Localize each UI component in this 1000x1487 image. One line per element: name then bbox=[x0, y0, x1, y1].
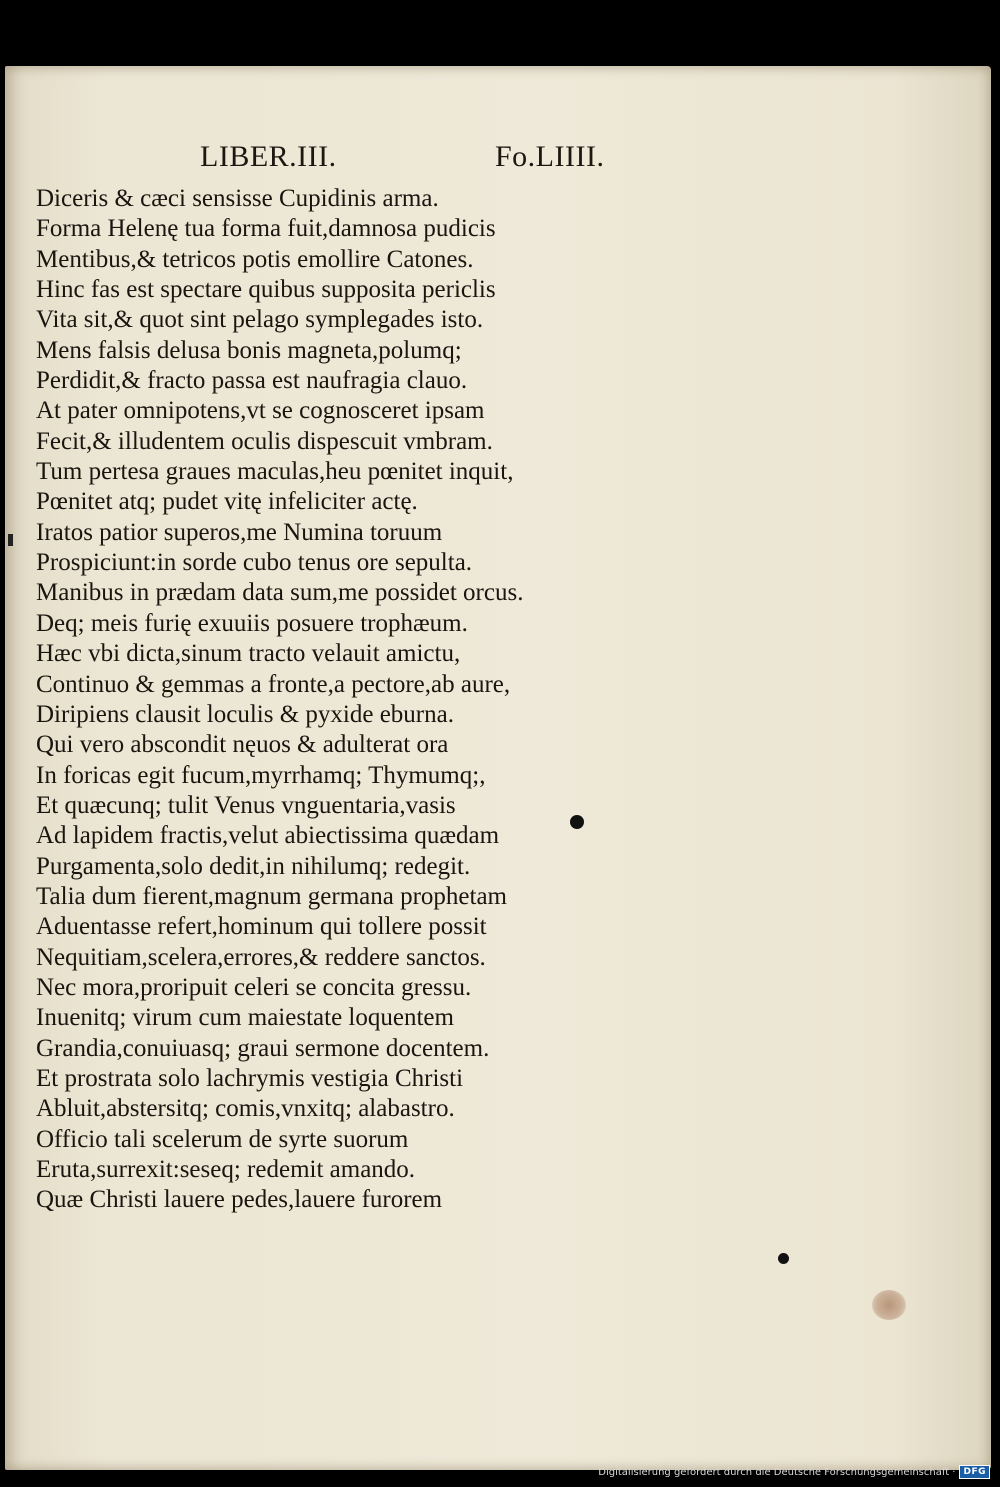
verse-line: Nec mora,proripuit celeri se concita gressu. bbox=[36, 973, 472, 1001]
verse-line: Hæc vbi dicta,sinum tracto velauit amictu, bbox=[36, 640, 461, 668]
verse-line: In foricas egit fucum,myrrhamq; Thymumq;, bbox=[36, 761, 486, 789]
ink-dot bbox=[778, 1253, 789, 1264]
verse-line: Fecit,& illudentem oculis dispescuit vmbram. bbox=[36, 427, 493, 455]
verse-line: Manibus in prædam data sum,me possidet orcus. bbox=[36, 579, 524, 607]
paper-stain bbox=[872, 1290, 906, 1320]
verse-line: Deq; meis furię exuuiis posuere trophæum. bbox=[36, 609, 468, 637]
verse-line: Eruta,surrexit:seseq; redemit amando. bbox=[36, 1156, 416, 1183]
verse-line: Qui vero abscondit nęuos & adulterat ora bbox=[36, 731, 449, 759]
verse-line: Iratos patior superos,me Numina toruum bbox=[36, 518, 443, 546]
verse-line: Vita sit,& quot sint pelago symplegades isto. bbox=[36, 306, 484, 334]
verse-line: Officio tali scelerum de syrte suorum bbox=[36, 1125, 409, 1153]
verse-line: Mens falsis delusa bonis magneta,polumq; bbox=[36, 336, 462, 364]
verse-line: Continuo & gemmas a fronte,a pectore,ab aure, bbox=[36, 670, 511, 698]
folio-number: Fo.LIIII. bbox=[495, 140, 605, 173]
credit-text: Digitalisierung gefördert durch die Deutsche Forschungsgemeinschaft · bbox=[598, 1466, 956, 1478]
verse-line: Abluit,abstersitq; comis,vnxitq; alabastro. bbox=[36, 1095, 455, 1123]
dfg-logo: DFG bbox=[959, 1465, 990, 1479]
verse-line: Forma Helenę tua forma fuit,damnosa pudicis bbox=[36, 215, 496, 243]
verse-line: Hinc fas est spectare quibus supposita periclis bbox=[36, 276, 496, 304]
verse-line: Diceris & cæci sensisse Cupidinis arma. bbox=[36, 185, 439, 212]
verse-line: Talia dum fierent,magnum germana prophetam bbox=[36, 882, 507, 910]
verse-line: Ad lapidem fractis,velut abiectissima quædam bbox=[36, 822, 500, 850]
verse-line: Perdidit,& fracto passa est naufragia clauo. bbox=[36, 367, 468, 395]
verse-line: Tum pertesa graues maculas,heu pœnitet inquit, bbox=[36, 458, 514, 486]
verse-line: Pœnitet atq; pudet vitę infeliciter actę. bbox=[36, 488, 418, 516]
verse-line: Diripiens clausit loculis & pyxide eburna. bbox=[36, 700, 454, 728]
verse-line: Mentibus,& tetricos potis emollire Catones. bbox=[36, 245, 474, 273]
verse-line: Prospiciunt:in sorde cubo tenus ore sepulta. bbox=[36, 549, 473, 577]
verse-block bbox=[36, 184, 596, 1216]
verse-line: Nequitiam,scelera,errores,& reddere sanctos. bbox=[36, 943, 486, 971]
margin-mark bbox=[8, 534, 13, 546]
verse-line: At pater omnipotens,vt se cognosceret ipsam bbox=[36, 397, 485, 425]
verse-line: Aduentasse refert,hominum qui tollere possit bbox=[36, 913, 487, 941]
verse-line: Inuenitq; virum cum maiestate loquentem bbox=[36, 1004, 454, 1032]
verse-line: Et quæcunq; tulit Venus vnguentaria,vasis bbox=[36, 791, 456, 819]
ink-dot bbox=[570, 815, 584, 829]
verse-line: Et prostrata solo lachrymis vestigia Christi bbox=[36, 1064, 464, 1092]
verse-line: Grandia,conuiuasq; graui sermone docentem. bbox=[36, 1034, 490, 1062]
running-head-book: LIBER.III. bbox=[200, 140, 337, 173]
verse-line: Purgamenta,solo dedit,in nihilumq; redegit. bbox=[36, 852, 471, 880]
digitization-credit bbox=[598, 1465, 990, 1479]
verse-line: Quæ Christi lauere pedes,lauere furorem bbox=[36, 1186, 443, 1214]
